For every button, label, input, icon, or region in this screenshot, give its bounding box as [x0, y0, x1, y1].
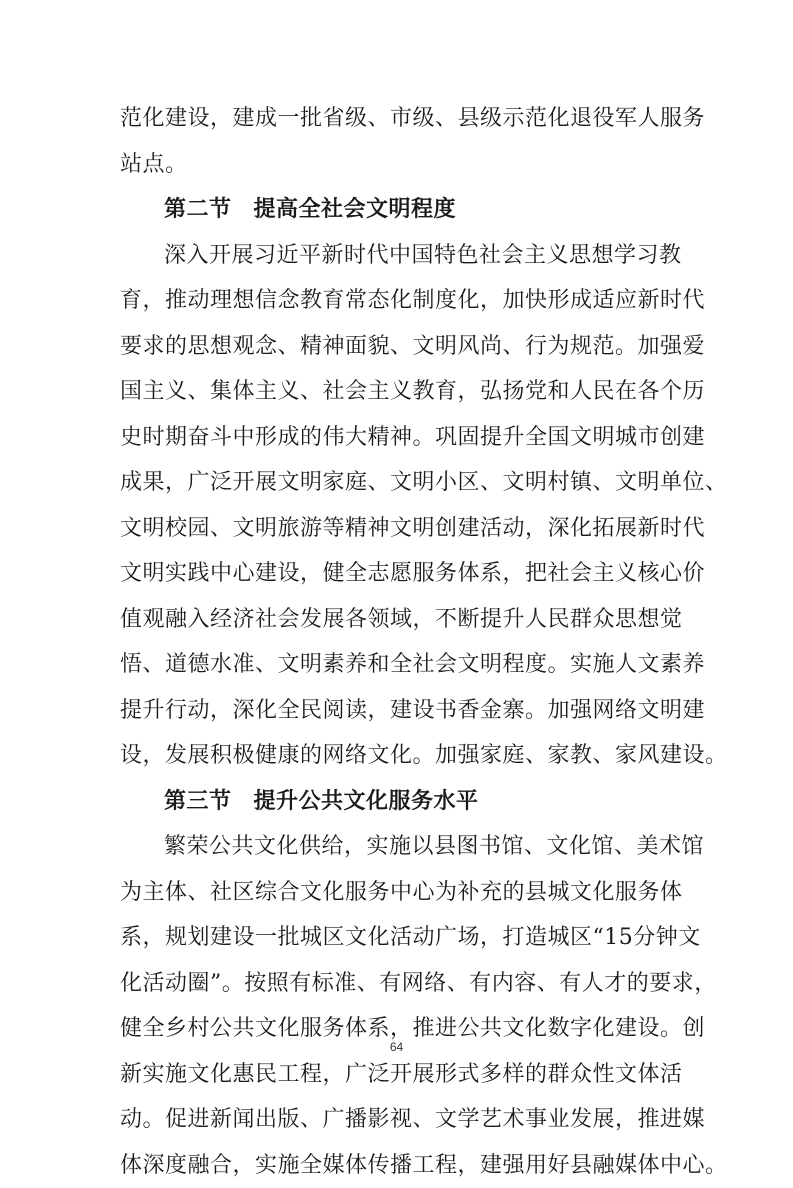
section-heading-3 [120, 779, 673, 825]
text-line: 文明校园、文明旅游等精神文明创建活动，深化拓展新时代 [120, 506, 673, 552]
text-line: 化活动圈”。按照有标准、有网络、有内容、有人才的要求， [120, 961, 673, 1007]
text-line: 新实施文化惠民工程，广泛开展形式多样的群众性文体活 [120, 1052, 673, 1098]
text-line: 健全乡村公共文化服务体系，推进公共文化数字化建设。创 [120, 1006, 673, 1052]
text-line: 范化建设，建成一批省级、市级、县级示范化退役军人服务 [120, 96, 673, 142]
text-line: 育，推动理想信念教育常态化制度化，加快形成适应新时代 [120, 278, 673, 324]
page-number: 64 [0, 1040, 793, 1054]
text-line: 站点。 [120, 142, 673, 188]
text-line: 繁荣公共文化供给，实施以县图书馆、文化馆、美术馆 [120, 824, 673, 870]
section-number: 第三节 [164, 779, 232, 825]
text-line: 成果，广泛开展文明家庭、文明小区、文明村镇、文明单位、 [120, 460, 673, 506]
text-line: 体深度融合，实施全媒体传播工程，建强用好县融媒体中心。 [120, 1143, 673, 1188]
text-line: 史时期奋斗中形成的伟大精神。巩固提升全国文明城市创建 [120, 415, 673, 461]
text-line: 值观融入经济社会发展各领域，不断提升人民群众思想觉 [120, 597, 673, 643]
text-line: 设，发展积极健康的网络文化。加强家庭、家教、家风建设。 [120, 733, 673, 779]
text-line: 为主体、社区综合文化服务中心为补充的县城文化服务体 [120, 870, 673, 916]
text-line: 悟、道德水准、文明素养和全社会文明程度。实施人文素养 [120, 642, 673, 688]
text-line: 系，规划建设一批城区文化活动广场，打造城区“15分钟文 [120, 915, 673, 961]
text-line: 文明实践中心建设，健全志愿服务体系，把社会主义核心价 [120, 551, 673, 597]
text-line: 动。促进新闻出版、广播影视、文学艺术事业发展，推进媒 [120, 1097, 673, 1143]
section-title: 提升公共文化服务水平 [254, 788, 479, 814]
text-line: 提升行动，深化全民阅读，建设书香金寨。加强网络文明建 [120, 688, 673, 734]
text-line: 国主义、集体主义、社会主义教育，弘扬党和人民在各个历 [120, 369, 673, 415]
document-body [120, 96, 673, 1188]
section-number: 第二节 [164, 187, 232, 233]
text-line: 要求的思想观念、精神面貌、文明风尚、行为规范。加强爱 [120, 324, 673, 370]
section-heading-2 [120, 187, 673, 233]
section-title: 提高全社会文明程度 [254, 196, 457, 222]
text-line: 深入开展习近平新时代中国特色社会主义思想学习教 [120, 233, 673, 279]
